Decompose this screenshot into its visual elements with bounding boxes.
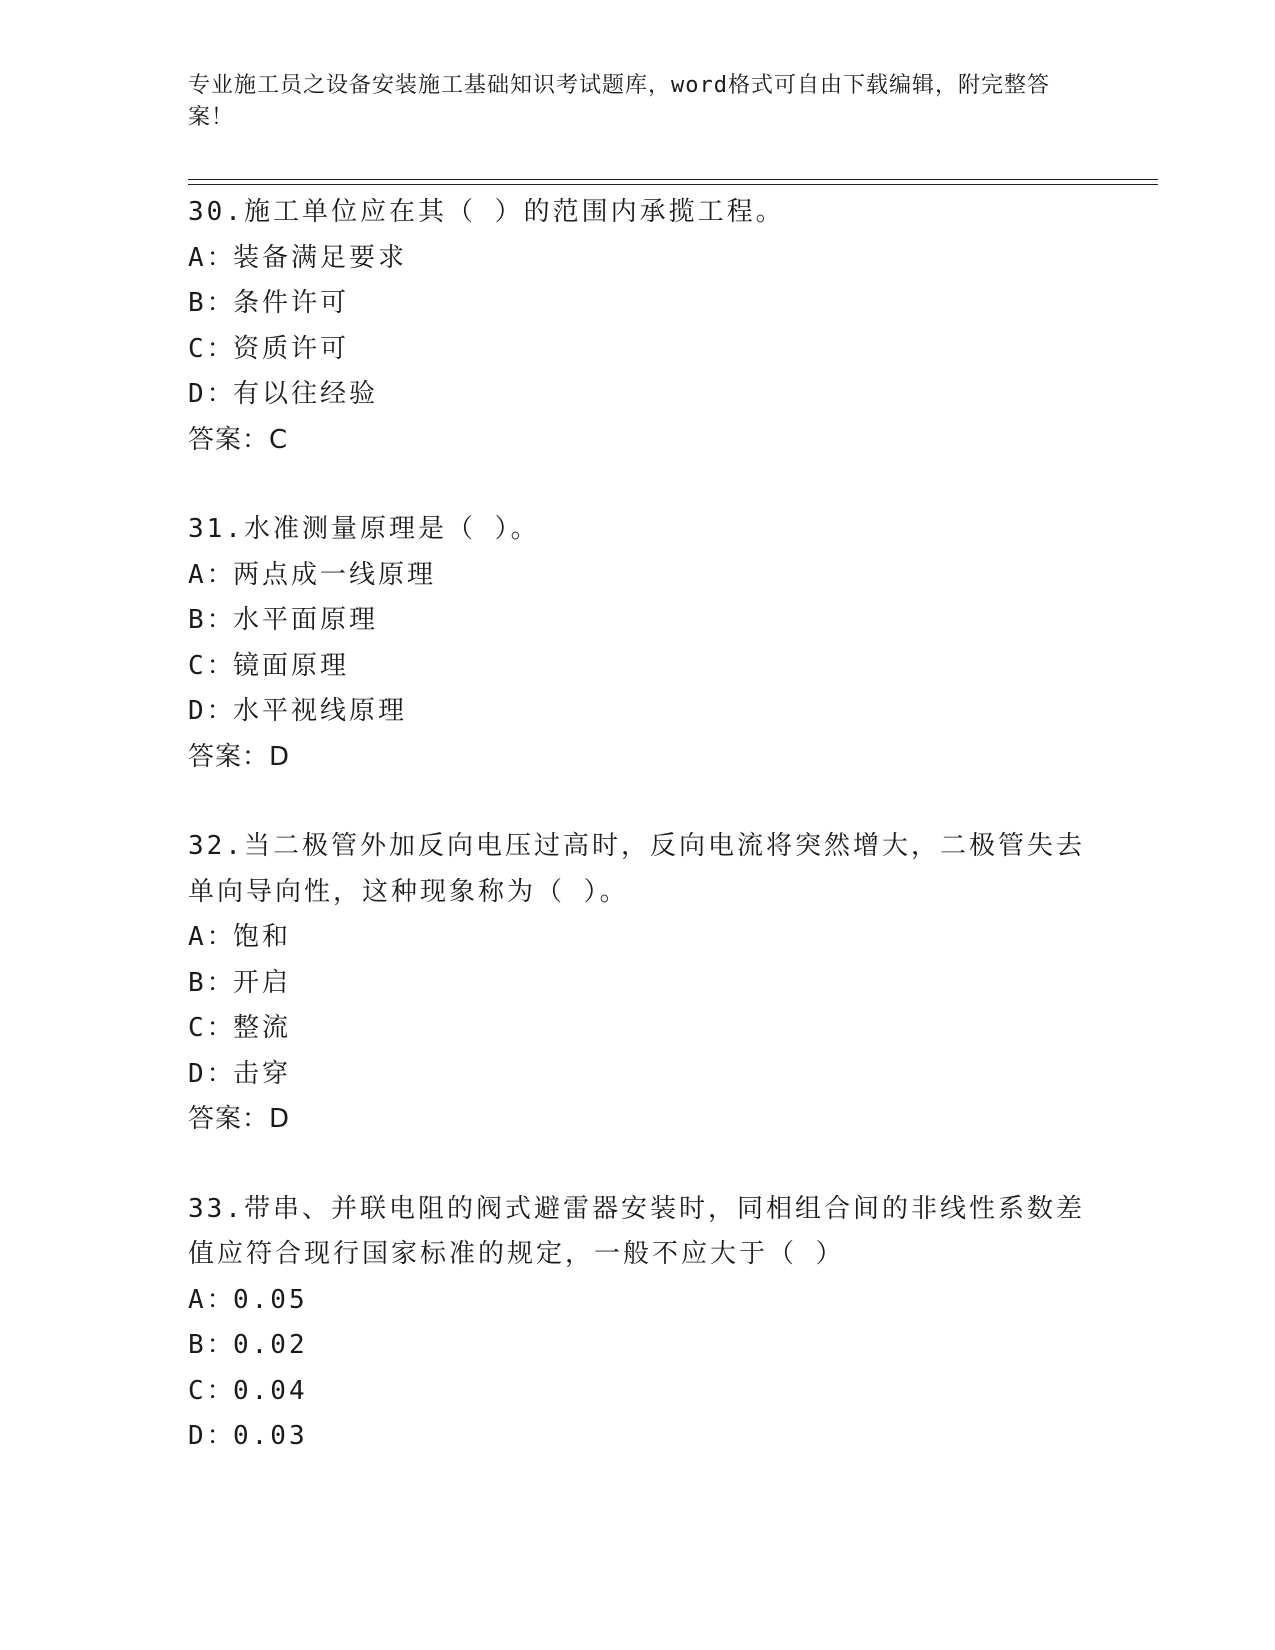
option-letter: C： bbox=[188, 1375, 236, 1406]
option-c bbox=[188, 1006, 1088, 1052]
question-31 bbox=[188, 507, 1088, 780]
option-letter: A： bbox=[188, 1284, 236, 1315]
option-text: 水平面原理 bbox=[233, 605, 379, 635]
option-text: 镜面原理 bbox=[233, 650, 350, 681]
question-32 bbox=[188, 824, 1088, 1143]
option-letter: D： bbox=[188, 696, 236, 726]
option-a bbox=[188, 236, 1088, 282]
option-letter: C： bbox=[188, 1013, 236, 1043]
option-text: 整流 bbox=[233, 1013, 292, 1043]
answer-line: 答案：D bbox=[188, 741, 291, 772]
option-text: 装备满足要求 bbox=[233, 242, 408, 273]
option-text: 两点成一线原理 bbox=[233, 559, 437, 590]
option-letter: A： bbox=[188, 559, 236, 590]
option-letter: B： bbox=[188, 1330, 236, 1360]
option-d bbox=[188, 1414, 1088, 1460]
option-text: 0.03 bbox=[233, 1421, 308, 1451]
option-a bbox=[188, 1278, 1088, 1324]
option-letter: A： bbox=[188, 242, 236, 273]
option-a bbox=[188, 915, 1088, 961]
option-text: 饱和 bbox=[233, 922, 292, 952]
question-stem: 32.当二极管外加反向电压过高时，反向电流将突然增大，二极管失去单向导向性，这种现象称为（ ）。 bbox=[188, 831, 1085, 907]
question-33 bbox=[188, 1187, 1088, 1460]
question-stem: 33.带串、并联电阻的阀式避雷器安装时，同相组合间的非线性系数差值应符合现行国家标准的规定，一般不应大于（ ） bbox=[188, 1193, 1085, 1269]
option-letter: B： bbox=[188, 967, 236, 998]
option-b bbox=[188, 961, 1088, 1007]
option-letter: C： bbox=[188, 333, 236, 364]
option-b bbox=[188, 1323, 1088, 1369]
option-letter: B： bbox=[188, 288, 236, 318]
option-letter: A： bbox=[188, 922, 236, 952]
document-header: 专业施工员之设备安装施工基础知识考试题库，word格式可自由下载编辑，附完整答案！ bbox=[188, 73, 1050, 130]
option-text: 击穿 bbox=[233, 1058, 292, 1089]
option-text: 开启 bbox=[233, 967, 292, 998]
option-d bbox=[188, 689, 1088, 735]
option-letter: C： bbox=[188, 650, 236, 681]
option-b bbox=[188, 281, 1088, 327]
option-text: 资质许可 bbox=[233, 333, 350, 364]
option-d bbox=[188, 1052, 1088, 1098]
option-text: 有以往经验 bbox=[233, 379, 379, 409]
option-letter: B： bbox=[188, 605, 236, 635]
option-letter: D： bbox=[188, 1058, 236, 1089]
question-list bbox=[188, 190, 1088, 1504]
option-c bbox=[188, 327, 1088, 373]
option-letter: D： bbox=[188, 1421, 236, 1451]
question-stem: 30.施工单位应在其（ ）的范围内承揽工程。 bbox=[188, 197, 785, 227]
option-text: 0.05 bbox=[233, 1284, 308, 1315]
option-b bbox=[188, 598, 1088, 644]
option-text: 条件许可 bbox=[233, 288, 350, 318]
option-d bbox=[188, 372, 1088, 418]
answer-line: 答案：C bbox=[188, 424, 289, 455]
option-c bbox=[188, 644, 1088, 690]
answer-line: 答案：D bbox=[188, 1104, 291, 1134]
question-stem: 31.水准测量原理是（ ）。 bbox=[188, 514, 540, 544]
option-c bbox=[188, 1369, 1088, 1415]
header-divider-bottom bbox=[188, 184, 1158, 185]
option-letter: D： bbox=[188, 379, 236, 409]
option-text: 水平视线原理 bbox=[233, 696, 408, 726]
option-text: 0.02 bbox=[233, 1330, 308, 1360]
option-a bbox=[188, 553, 1088, 599]
question-30 bbox=[188, 190, 1088, 463]
option-text: 0.04 bbox=[233, 1375, 308, 1406]
header-divider-top bbox=[188, 179, 1158, 180]
